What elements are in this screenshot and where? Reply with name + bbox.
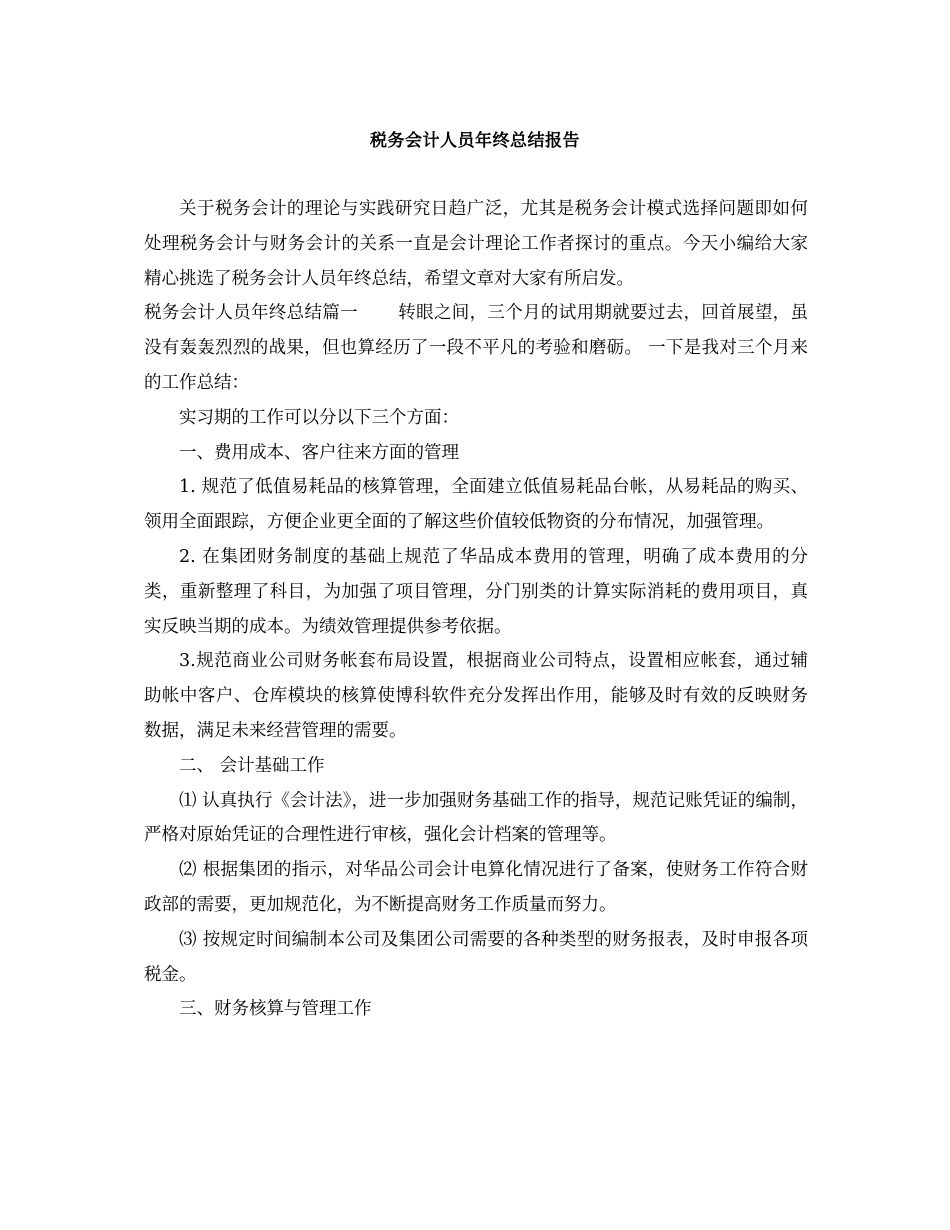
section-2-item-1: ⑴ 认真执行《会计法》，进一步加强财务基础工作的指导，规范记账凭证的编制，严格对原始凭证的合理性进行审核，强化会计档案的管理等。 (144, 790, 808, 846)
section-1-item-3: 3.规范商业公司财务帐套布局设置，根据商业公司特点，设置相应帐套，通过辅助帐中客户、仓库模块的核算使博科软件充分发挥出作用，能够及时有效的反映财务数据，满足未来经营管理的需要。 (144, 651, 808, 741)
intro-paragraph: 关于税务会计的理论与实践研究日趋广泛，尤其是税务会计模式选择问题即如何处理税务会计与财务会计的关系一直是会计理论工作者探讨的重点。今天小编给大家精心挑选了税务会计人员年终总结，希望文章对大家有所启发。 (144, 199, 808, 289)
section-2-item-3: ⑶ 按规定时间编制本公司及集团公司需要的各种类型的财务报表，及时申报各项税金。 (144, 929, 808, 985)
chapter-text: 转眼之间，三个月的试用期就要过去，回首展望，虽没有轰轰烈烈的战果，但也算经历了一段不平凡的考验和磨砺。 一下是我对三个月来的工作总结： (144, 303, 809, 393)
section-3-heading: 三、财务核算与管理工作 (179, 999, 372, 1020)
section-2-item-2: ⑵ 根据集团的指示，对华品公司会计电算化情况进行了备案，使财务工作符合财政部的需要，更加规范化，为不断提高财务工作质量而努力。 (144, 860, 808, 915)
chapter-label: 税务会计人员年终总结篇一 (144, 303, 358, 324)
aspects-paragraph: 实习期的工作可以分以下三个方面： (179, 407, 459, 428)
section-1-item-2: 2. 在集团财务制度的基础上规范了华品成本费用的管理，明确了成本费用的分类，重新整理了科目，为加强了项目管理，分门别类的计算实际消耗的费用项目，真实反映当期的成本。为绩效管理提供参考依据。 (144, 546, 808, 637)
document-title: 税务会计人员年终总结报告 (370, 131, 580, 151)
section-1-heading: 一、费用成本、客户往来方面的管理 (179, 442, 459, 463)
section-1-item-1: 1. 规范了低值易耗品的核算管理，全面建立低值易耗品台帐，从易耗品的购买、领用全面跟踪，方便企业更全面的了解这些价值较低物资的分布情况，加强管理。 (144, 477, 808, 533)
document-body (144, 192, 808, 1027)
section-2-heading: 二、 会计基础工作 (179, 755, 325, 776)
chapter-paragraph (144, 296, 808, 400)
